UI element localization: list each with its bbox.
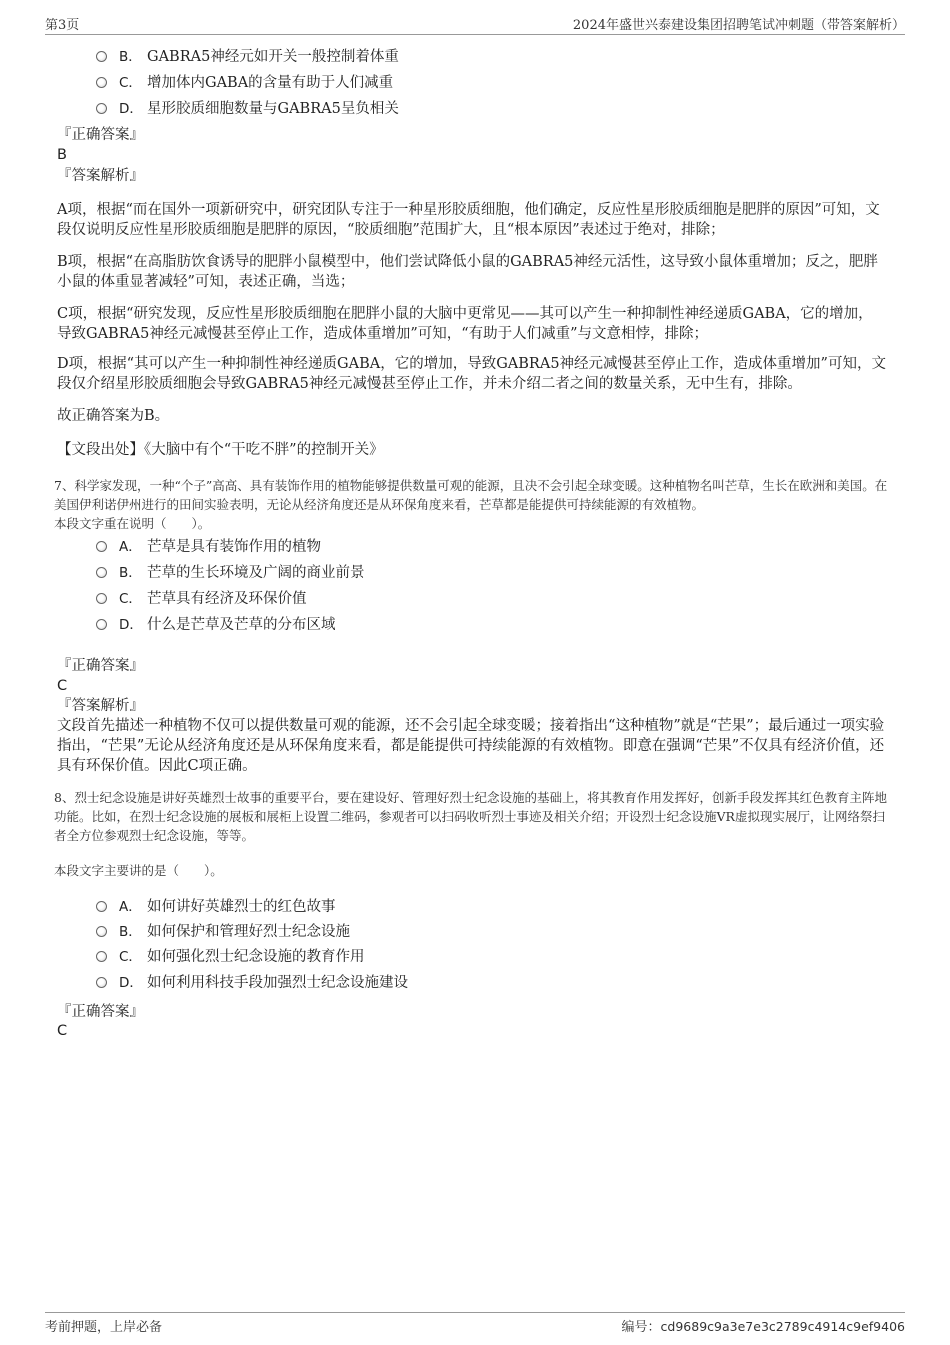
option-text: 如何强化烈士纪念设施的教育作用 bbox=[147, 949, 365, 965]
radio-icon[interactable] bbox=[96, 901, 107, 912]
option-text: 增加体内GABA的含量有助于人们减重 bbox=[147, 75, 394, 91]
radio-icon[interactable] bbox=[96, 567, 107, 578]
radio-icon[interactable] bbox=[96, 977, 107, 988]
page-footer bbox=[45, 1312, 905, 1337]
q7-analysis-label: 『答案解析』 bbox=[57, 698, 144, 714]
q8-stem: 8、烈士纪念设施是讲好英雄烈士故事的重要平台，要在建设好、管理好烈士纪念设施的基础上，将其教育作用发挥好，创新手段发挥其红色教育主阵地功能。比如，在烈士纪念设施的展板和展柜上设置二维码，参观者可以扫码收听烈士事迹及相关介绍；开设烈士纪念设施VR虚拟现实展厅，让网络祭扫者全方位参观烈士纪念设施，等等。 bbox=[54, 790, 887, 843]
q8-option-d[interactable]: D． 如何利用科技手段加强烈士纪念设施建设 bbox=[96, 973, 408, 993]
q6-analysis-a: A项，根据“而在国外一项新研究中，研究团队专注于一种星形胶质细胞，他们确定，反应性星形胶质细胞是肥胖的原因”可知，文段仅说明反应性星形胶质细胞是肥胖的原因，“胶质细胞”范围扩大，且“根本原因”表述过于绝对，排除； bbox=[57, 202, 880, 238]
q6-analysis-b: B项，根据“在高脂肪饮食诱导的肥胖小鼠模型中，他们尝试降低小鼠的GABRA5神经元活性，这导致小鼠体重增加；反之，肥胖小鼠的体重显著减轻”可知，表述正确，当选； bbox=[57, 254, 878, 290]
radio-icon[interactable] bbox=[96, 51, 107, 62]
page-number: 第3页 bbox=[45, 18, 80, 33]
radio-icon[interactable] bbox=[96, 103, 107, 114]
q7-option-d[interactable]: D． 什么是芒草及芒草的分布区域 bbox=[96, 615, 336, 635]
option-text: 如何保护和管理好烈士纪念设施 bbox=[147, 924, 350, 940]
footer-slogan: 考前押题，上岸必备 bbox=[45, 1320, 163, 1335]
q6-answer: B bbox=[57, 147, 67, 163]
q7-option-a[interactable]: A． 芒草是具有装饰作用的植物 bbox=[96, 537, 321, 557]
q7-stem: 7、科学家发现，一种“个子”高高、具有装饰作用的植物能够提供数量可观的能源，且决不会引起全球变暖。这种植物名叫芒草，生长在欧洲和美国。在美国伊利诺伊州进行的田间实验表明，无论从经济角度还是从环保角度来看，芒草都是能提供可持续能源的有效植物。 bbox=[54, 478, 888, 512]
q8-option-a[interactable]: A． 如何讲好英雄烈士的红色故事 bbox=[96, 897, 336, 917]
option-text: 如何利用科技手段加强烈士纪念设施建设 bbox=[147, 975, 408, 991]
option-text: 芒草是具有装饰作用的植物 bbox=[147, 539, 321, 555]
q7-option-c[interactable]: C． 芒草具有经济及环保价值 bbox=[96, 589, 307, 609]
radio-icon[interactable] bbox=[96, 951, 107, 962]
q7-analysis: 文段首先描述一种植物不仅可以提供数量可观的能源，还不会引起全球变暖；接着指出“这种植物”就是“芒果”；最后通过一项实验指出，“芒果”无论从经济角度还是从环保角度来看，都是能提供可持续能源的有效植物。即意在强调“芒果”不仅具有经济价值，还具有环保价值。因此C项正确。 bbox=[57, 718, 885, 774]
radio-icon[interactable] bbox=[96, 77, 107, 88]
q7-answer-label: 『正确答案』 bbox=[57, 658, 144, 674]
radio-icon[interactable] bbox=[96, 593, 107, 604]
q6-answer-label: 『正确答案』 bbox=[57, 127, 144, 143]
q6-conclusion: 故正确答案为B。 bbox=[57, 408, 170, 424]
q8-option-b[interactable]: B． 如何保护和管理好烈士纪念设施 bbox=[96, 922, 350, 942]
option-text: 如何讲好英雄烈士的红色故事 bbox=[147, 899, 336, 915]
q7-prompt: 本段文字重在说明（ ）。 bbox=[54, 516, 211, 531]
q8-answer-label: 『正确答案』 bbox=[57, 1004, 144, 1020]
radio-icon[interactable] bbox=[96, 619, 107, 630]
q7-option-b[interactable]: B． 芒草的生长环境及广阔的商业前景 bbox=[96, 563, 365, 583]
document-code: 编号：cd9689c9a3e7e3c2789c4914c9ef9406 bbox=[621, 1319, 905, 1335]
q6-option-b[interactable]: B． GABRA5神经元如开关一般控制着体重 bbox=[96, 47, 399, 67]
document-title: 2024年盛世兴泰建设集团招聘笔试冲刺题（带答案解析） bbox=[572, 18, 905, 33]
radio-icon[interactable] bbox=[96, 541, 107, 552]
q7-answer: C bbox=[57, 678, 68, 694]
option-text: GABRA5神经元如开关一般控制着体重 bbox=[147, 49, 399, 65]
q6-analysis-label: 『答案解析』 bbox=[57, 168, 144, 184]
radio-icon[interactable] bbox=[96, 926, 107, 937]
option-text: 芒草的生长环境及广阔的商业前景 bbox=[147, 565, 365, 581]
option-text: 芒草具有经济及环保价值 bbox=[147, 591, 307, 607]
q6-analysis-d: D项，根据“其可以产生一种抑制性神经递质GABA，它的增加，导致GABRA5神经元减慢甚至停止工作，造成体重增加”可知，文段仅介绍星形胶质细胞会导致GABRA5神经元减慢甚至停止工作，并未介绍二者之间的数量关系，无中生有，排除。 bbox=[57, 356, 886, 392]
q8-answer: C bbox=[57, 1023, 68, 1039]
q6-analysis-c: C项，根据“研究发现，反应性星形胶质细胞在肥胖小鼠的大脑中更常见——其可以产生一种抑制性神经递质GABA，它的增加，导致GABRA5神经元减慢甚至停止工作，造成体重增加”可知，“有助于人们减重”与文意相悖，排除； bbox=[57, 306, 873, 342]
q8-option-c[interactable]: C． 如何强化烈士纪念设施的教育作用 bbox=[96, 947, 365, 967]
q6-source: 【文段出处】《大脑中有个“干吃不胖”的控制开关》 bbox=[57, 442, 384, 458]
page-header bbox=[45, 14, 905, 35]
option-text: 星形胶质细胞数量与GABRA5呈负相关 bbox=[147, 101, 399, 117]
q6-option-d[interactable]: D． 星形胶质细胞数量与GABRA5呈负相关 bbox=[96, 99, 399, 119]
q8-prompt: 本段文字主要讲的是（ ）。 bbox=[54, 863, 223, 878]
q6-option-c[interactable]: C． 增加体内GABA的含量有助于人们减重 bbox=[96, 73, 393, 93]
option-text: 什么是芒草及芒草的分布区域 bbox=[147, 617, 336, 633]
